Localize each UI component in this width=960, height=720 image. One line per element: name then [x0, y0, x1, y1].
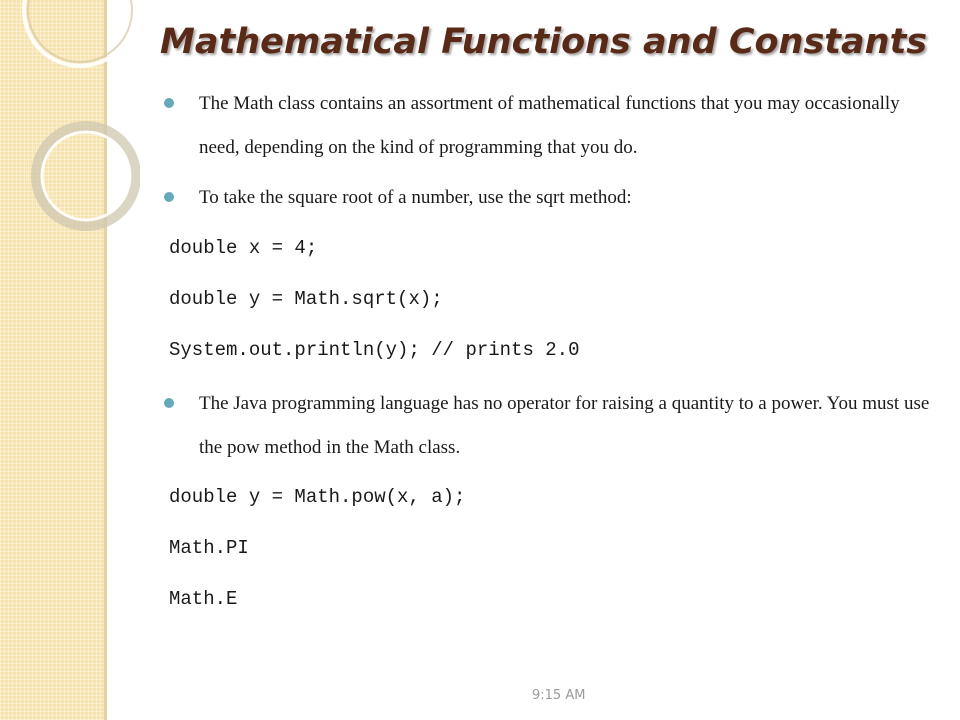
code-line: double y = Math.pow(x, a); [169, 486, 466, 508]
bullet-marker [164, 398, 174, 408]
code-line: double y = Math.sqrt(x); [169, 288, 443, 310]
slide-title: Mathematical Functions and Constants [160, 22, 928, 62]
bullet-text-1: The Math class contains an assortment of mathematical functions that you may occasionally need, depending on the kind of programming that you do. [199, 93, 900, 158]
bullet-text-3: The Java programming language has no operator for raising a quantity to a power. You must use the pow method in the Math class. [199, 393, 930, 458]
code-line: Math.E [169, 588, 238, 610]
footer-timestamp: 9:15 AM [532, 688, 586, 703]
code-line: Math.PI [169, 537, 249, 559]
code-line: double x = 4; [169, 237, 318, 259]
code-line: System.out.println(y); // prints 2.0 [169, 339, 580, 361]
decorative-rings [0, 0, 140, 260]
bullet-marker [164, 98, 174, 108]
bullet-marker [164, 192, 174, 202]
bullet-text-2: To take the square root of a number, use the sqrt method: [199, 187, 632, 208]
